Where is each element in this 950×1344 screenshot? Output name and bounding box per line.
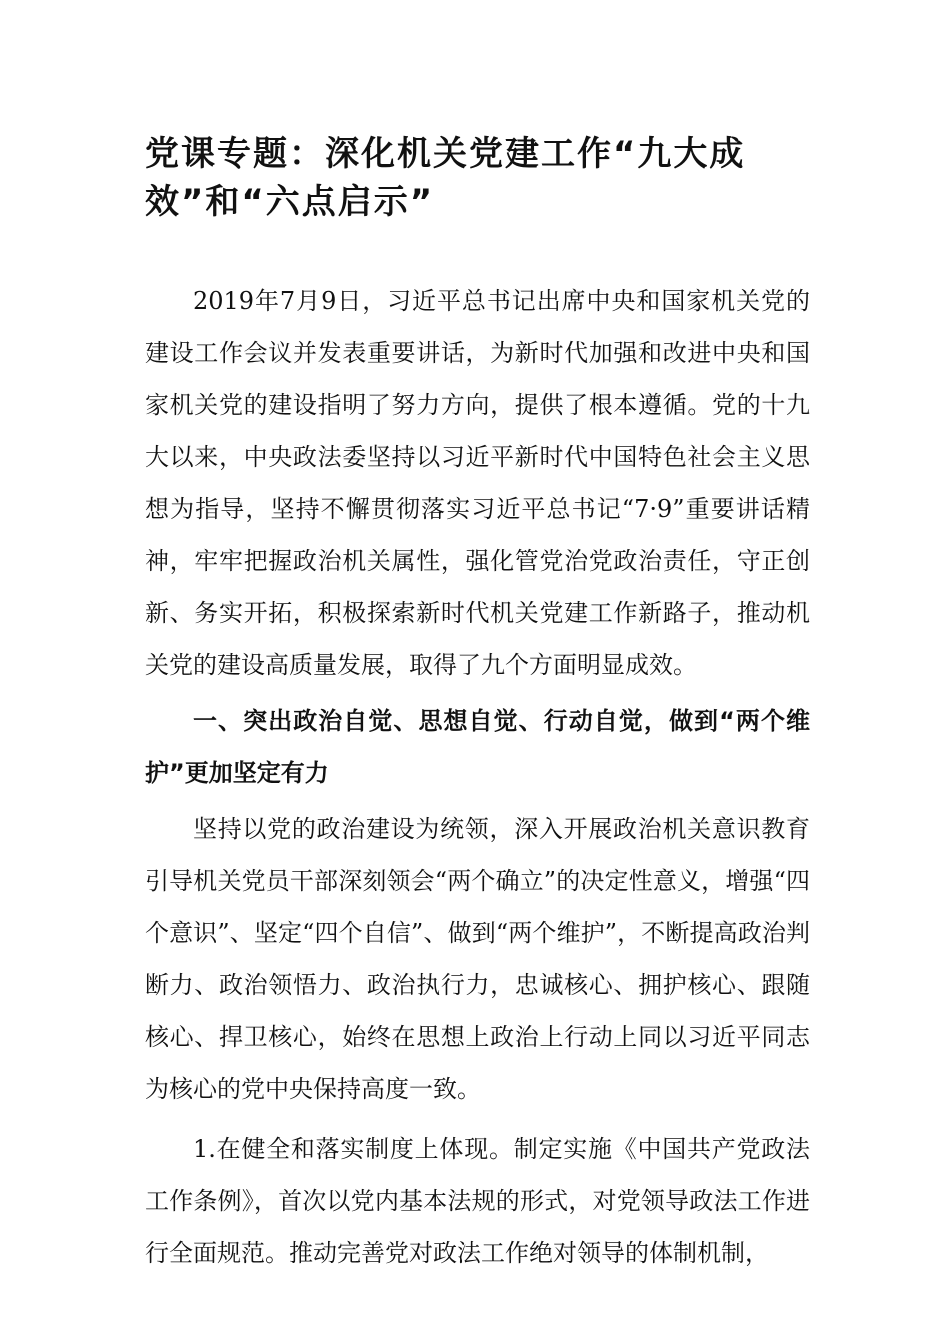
document-title: 党课专题：深化机关党建工作“九大成效”和“六点启示” [145,134,746,222]
section-paragraph: 坚持以党的政治建设为统领，深入开展政治机关意识教育引导机关党员干部深刻领会“两个确立”的决定性意义，增强“四个意识”、坚定“四个自信”、做到“两个维护”，不断提高政治判断力、政治领悟力、政治执行力，忠诚核心、拥护核心、跟随核心、捍卫核心，始终在思想上政治上行动上同以习近平同志为核心的党中央保持高度一致。 [145,815,810,1103]
section-heading-1: 一、突出政治自觉、思想自觉、行动自觉，做到“两个维护”更加坚定有力 [145,707,810,787]
intro-paragraph: 2019年7月9日，习近平总书记出席中央和国家机关党的建设工作会议并发表重要讲话，为新时代加强和改进中央和国家机关党的建设指明了努力方向，提供了根本遵循。党的十九大以来，中央政法委坚持以习近平新时代中国特色社会主义思想为指导，坚持不懈贯彻落实习近平总书记“7·9”重要讲话精神，牢牢把握政治机关属性，强化管党治党政治责任，守正创新、务实开拓，积极探索新时代机关党建工作新路子，推动机关党的建设高质量发展，取得了九个方面明显成效。 [145,287,810,679]
list-item-1: 1.在健全和落实制度上体现。制定实施《中国共产党政法工作条例》，首次以党内基本法规的形式，对党领导政法工作进行全面规范。推动完善党对政法工作绝对领导的体制机制， [145,1135,810,1267]
document-body [145,275,810,1279]
